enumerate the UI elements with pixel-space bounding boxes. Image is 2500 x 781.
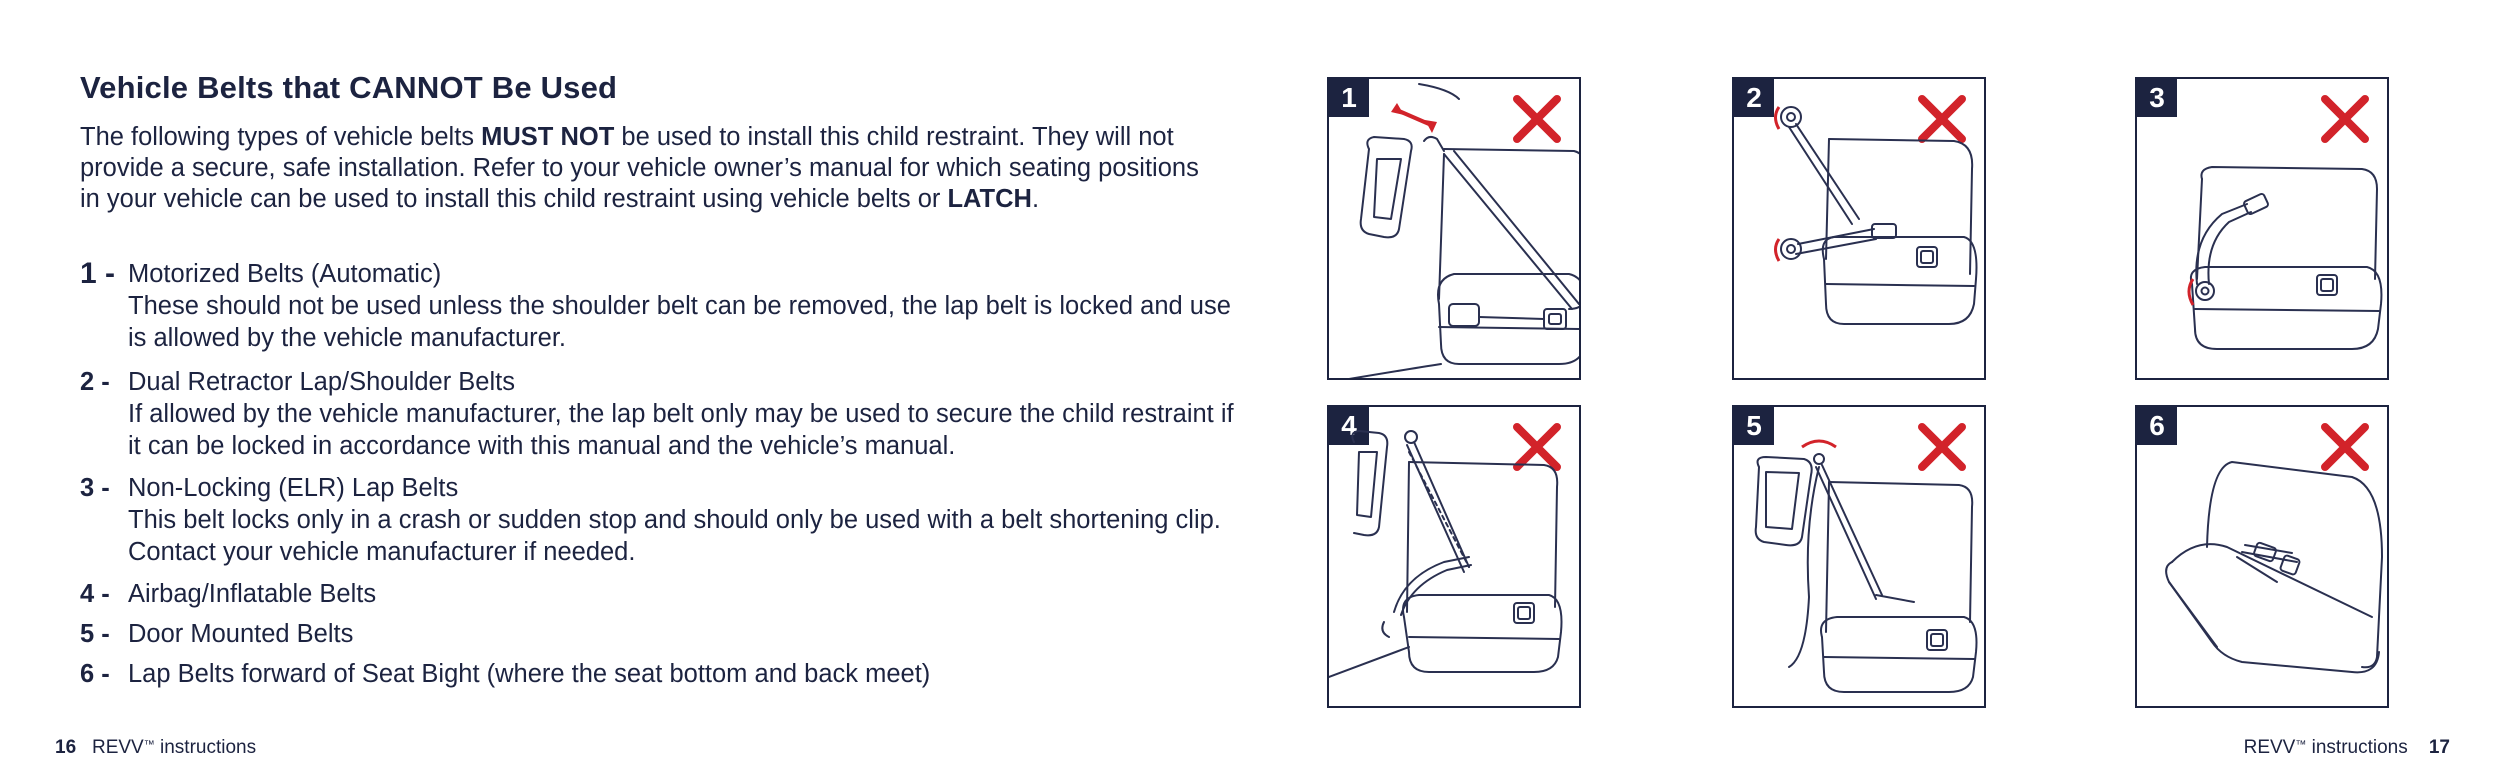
- item-title: Dual Retractor Lap/Shoulder Belts: [128, 368, 515, 396]
- intro-text-3: .: [1031, 185, 1040, 213]
- trademark-mark: ™: [2295, 739, 2307, 751]
- page-number: 16: [55, 737, 77, 758]
- item-description: These should not be used unless the shoulder belt can be removed, the lap belt is locked and use is allowed by the vehicle manufacturer.: [128, 292, 1231, 352]
- illustration-panel-3: [2135, 77, 2389, 380]
- list-item: [80, 258, 1248, 354]
- lap-belt-forward-of-bight-illustration: [2137, 407, 2389, 708]
- item-title: Non-Locking (ELR) Lap Belts: [128, 474, 459, 502]
- footer-label: instructions: [2306, 737, 2408, 758]
- trademark-mark: ™: [143, 739, 155, 751]
- list-item: [80, 618, 1248, 650]
- item-description: If allowed by the vehicle manufacturer, the lap belt only may be used to secure the child restraint if it can be locked in accordance with this manual and the vehicle’s manual.: [128, 400, 1234, 460]
- footer-brand: REVV: [2243, 737, 2296, 758]
- list-item: [80, 658, 1248, 690]
- inflatable-belt-illustration: [1329, 407, 1581, 708]
- item-number: 5 -: [80, 620, 110, 648]
- item-number: 3 -: [80, 474, 110, 502]
- item-title: Door Mounted Belts: [128, 620, 354, 648]
- intro-text-1: The following types of vehicle belts: [80, 123, 482, 151]
- non-locking-lap-belt-illustration: [2137, 79, 2389, 380]
- footer-label: instructions: [154, 737, 257, 758]
- footer-right: [2244, 737, 2450, 759]
- item-title: Motorized Belts (Automatic): [128, 260, 442, 288]
- door-mounted-belt-illustration: [1734, 407, 1986, 708]
- item-number: 2 -: [80, 368, 110, 396]
- panel-number-badge: 1: [1329, 79, 1369, 117]
- item-number: 4 -: [80, 580, 110, 608]
- intro-paragraph: [80, 122, 1200, 215]
- panel-number-badge: 2: [1734, 79, 1774, 117]
- panel-number-badge: 4: [1329, 407, 1369, 445]
- intro-emphasis-must-not: MUST NOT: [481, 123, 615, 151]
- intro-text-2: be used to install this child restraint. They will not provide a secure, safe installation. Refer to your vehicle owner’s manual for which seating positions in your vehicle can be used to install this child restraint using vehicle belts or: [80, 123, 1199, 213]
- intro-emphasis-latch: LATCH: [947, 185, 1032, 213]
- panel-number-badge: 3: [2137, 79, 2177, 117]
- item-title: Airbag/Inflatable Belts: [128, 580, 377, 608]
- illustration-panel-6: [2135, 405, 2389, 708]
- motorized-belt-illustration: [1329, 79, 1581, 380]
- page-heading: Vehicle Belts that CANNOT Be Used: [80, 70, 618, 105]
- item-description: This belt locks only in a crash or sudden stop and should only be used with a belt shortening clip. Contact your vehicle manufacturer if needed.: [128, 506, 1221, 566]
- footer-left: [55, 737, 256, 759]
- illustration-panel-2: [1732, 77, 1986, 380]
- page-number: 17: [2428, 737, 2450, 758]
- item-number: 1 -: [80, 257, 116, 290]
- footer-brand: REVV: [91, 737, 144, 758]
- dual-retractor-belt-illustration: [1734, 79, 1986, 380]
- illustration-panel-1: [1327, 77, 1581, 380]
- item-title: Lap Belts forward of Seat Bight (where the seat bottom and back meet): [128, 660, 931, 688]
- list-item: [80, 472, 1248, 568]
- illustration-panel-4: [1327, 405, 1581, 708]
- panel-number-badge: 6: [2137, 407, 2177, 445]
- list-item: [80, 366, 1248, 462]
- illustration-panel-5: [1732, 405, 1986, 708]
- list-item: [80, 578, 1248, 610]
- item-number: 6 -: [80, 660, 110, 688]
- panel-number-badge: 5: [1734, 407, 1774, 445]
